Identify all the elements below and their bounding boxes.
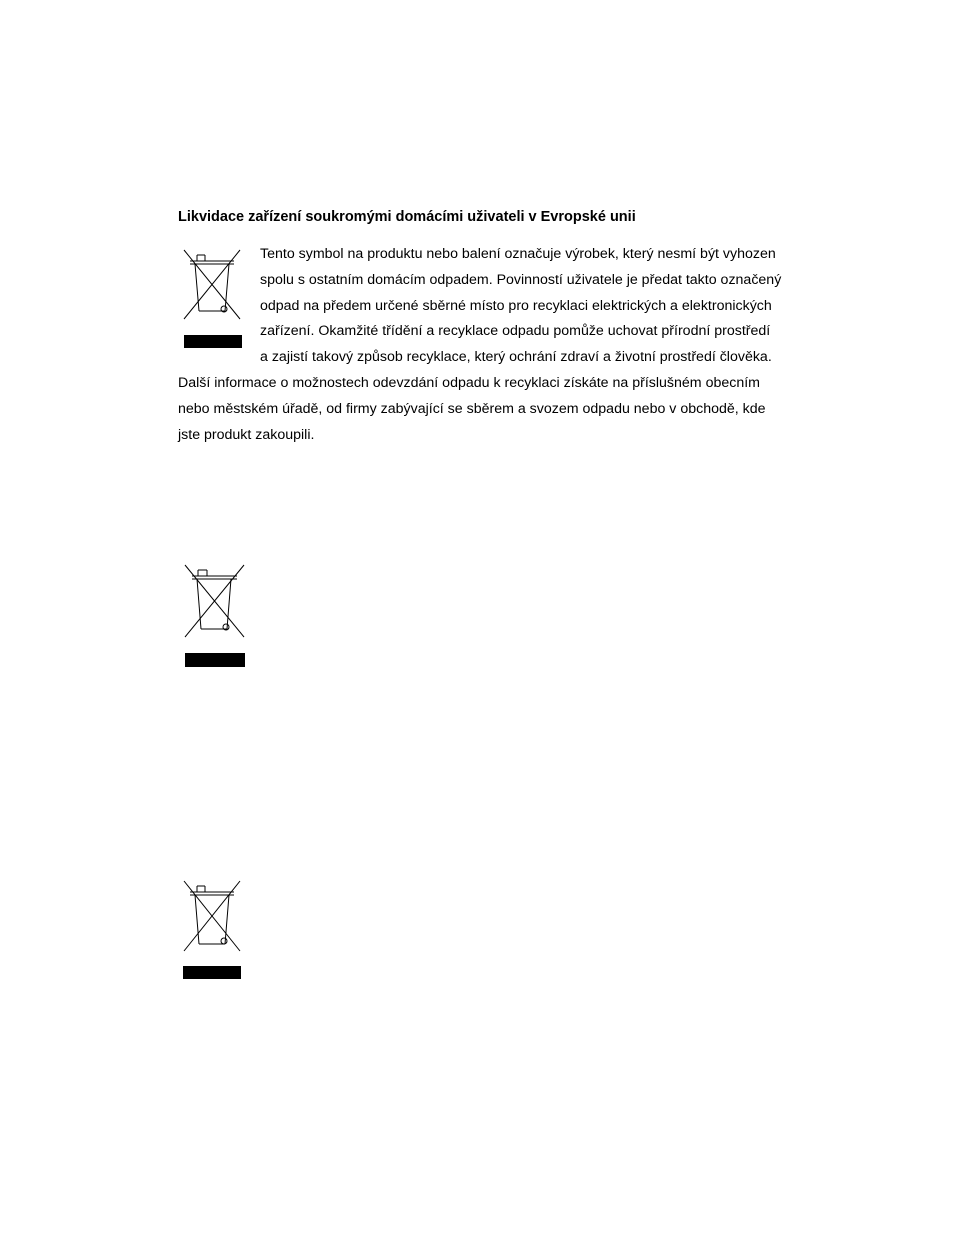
section-heading: Likvidace zařízení soukromými domácími uživateli v Evropské unii [178,209,636,225]
paragraph-line: nebo městském úřadě, od firmy zabývající se sběrem a svozem odpadu nebo v obchodě, kde [178,401,766,417]
paragraph-line: spolu s ostatním domácím odpadem. Povinností uživatele je předat takto označený [260,272,782,288]
paragraph-line: Tento symbol na produktu nebo balení označuje výrobek, který nesmí být vyhozen [260,246,776,262]
paragraph-line: a zajistí takový způsob recyklace, který ochrání zdraví a životní prostředí člověka. [260,349,772,365]
paragraph-line: Další informace o možnostech odevzdání odpadu k recyklaci získáte na příslušném obecním [178,375,760,391]
weee-crossed-bin-icon [182,877,244,981]
paragraph-line: jste produkt zakoupili. [178,427,315,443]
paragraph-line: odpad na předem určené sběrné místo pro recyklaci elektrických a elektronických [260,298,772,314]
paragraph-line: zařízení. Okamžité třídění a recyklace odpadu pomůže uchovat přírodní prostředí [260,323,771,339]
weee-crossed-bin-icon [183,561,247,669]
weee-crossed-bin-icon [182,246,244,350]
